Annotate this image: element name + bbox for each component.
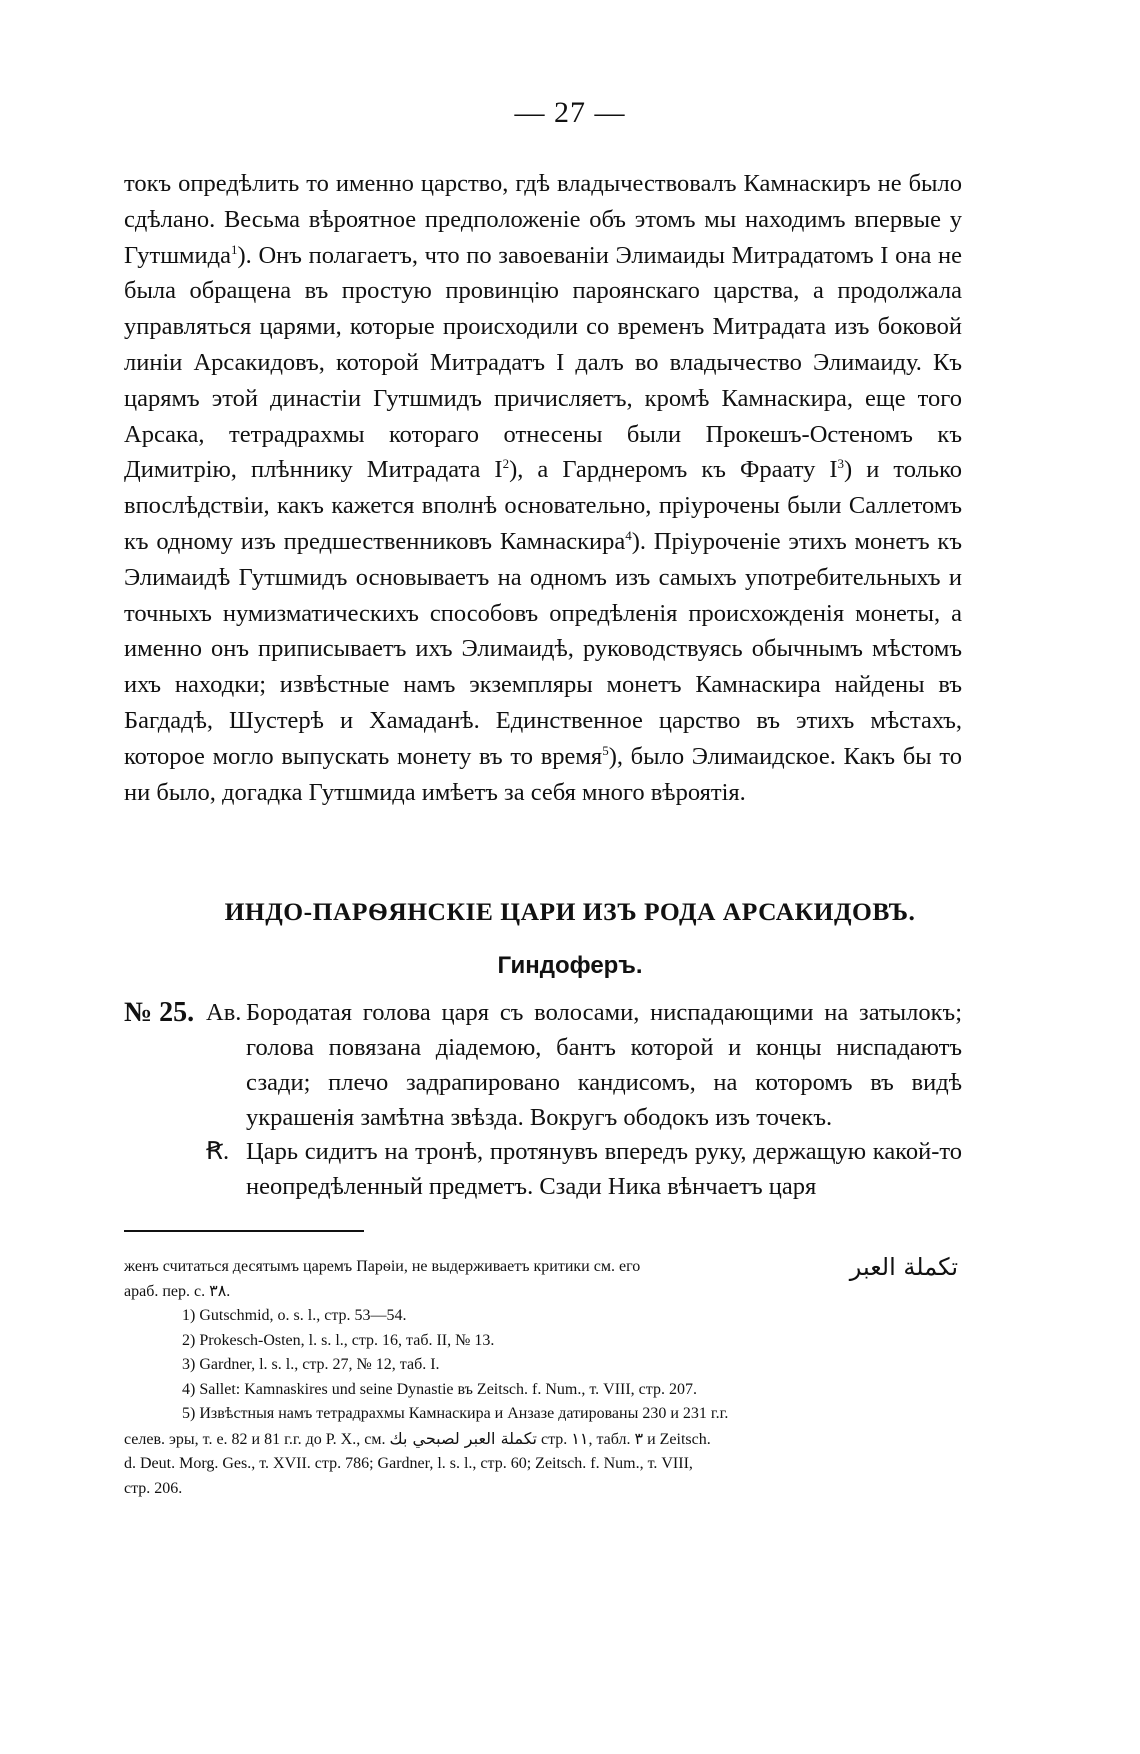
page-number: — 27 — [514,96,626,129]
footnote-text: селев. эры, т. е. 82 и 81 г.г. до Р. Х., см. [124,1430,386,1448]
footnote-ref: 4 [625,527,632,543]
footnote-ref: 3 [837,456,845,472]
footnote-2: 2) Prokesch-Osten, l. s. l., стр. 16, таб. II, № 13. [182,1331,495,1349]
text-run: ), а Гарднеромъ къ Фраату I [509,456,838,484]
footnote-5-line-2 [124,1427,962,1453]
entry-number: № 25. [124,997,195,1028]
footnote-5: 5) Извѣстныя намъ тетрадрахмы Камнаскира и Анзазе датированы 230 и 231 г.г. [182,1405,729,1422]
footnote-5-line-4: стр. 206. [124,1479,183,1497]
main-text [124,166,962,810]
footnote-text: женъ считаться десятымъ царемъ Парѳіи, не выдерживаетъ критики см. его [124,1258,641,1275]
arabic-title: تكملة العبر [849,1253,958,1281]
footnote-4: 4) Sallet: Kamnaskires und seine Dynastie въ Zeitsch. f. Num., т. VIII, стр. 207. [182,1380,697,1398]
text-run: ). Пріуроченіе этихъ монетъ къ Элимаидѣ Гутшмидъ основываетъ на одномъ изъ самыхъ употребительныхъ и точныхъ нумизматическихъ способовъ опредѣленія происхожденія монеты, а именно онъ приписываетъ ихъ Элимаидѣ, руководствуясь обычнымъ мѣстомъ ихъ находки; извѣстные намъ экземпляры монетъ Камнаскира найдены въ Багдадѣ, Шустерѣ и Хамаданѣ. Единственное царство въ этихъ мѣстахъ, которое могло выпускать монету въ то время [124,527,962,770]
text-run: ) и только впослѣдствіи, какъ кажется вполнѣ основательно, пріурочены были Саллетомъ къ одному изъ предшественниковъ Камнаскира [124,456,962,555]
entry-number-spacer [124,1134,206,1204]
footnote-continuation [124,1255,962,1280]
paragraph [124,166,962,810]
coin-entry-obverse [124,995,962,1135]
obverse-description: Бородатая голова царя съ волосами, ниспадающими на затылокъ; голова повязана діадемою, бантъ которой и концы ниспадаютъ сзади; плечо задрапировано кандисомъ, на которомъ въ видѣ украшенія замѣтна звѣзда. Вокругъ ободокъ изъ точекъ. [246,999,962,1131]
text-run: ), было Элимаидское. Какъ бы то ни было, догадка Гутшмида имѣетъ за себя много вѣроятія. [124,742,962,806]
footnote-3: 3) Gardner, l. s. l., стр. 27, № 12, таб. I. [182,1356,440,1373]
arabic-title: تكملة العبر لصبحي بك [389,1428,537,1448]
footnotes [124,1255,962,1501]
footnote-1: 1) Gutschmid, o. s. l., стр. 53—54. [182,1307,407,1324]
reverse-label: Ꞧ. [206,1138,230,1165]
footnote-ref: 1 [231,241,238,257]
section-title: ИНДО-ПАРѲЯНСКІЕ ЦАРИ ИЗЪ РОДА АРСАКИДОВЪ. [224,897,916,926]
footnote-text: стр. ١١, табл. ٣ и Zeitsch. [541,1430,711,1448]
obverse-label: Ав. [206,999,242,1026]
text-run: ). Онъ полагаетъ, что по завоеваніи Элимаиды Митрадатомъ I она не была обращена въ простую провинцію пароянскаго царства, а продолжала управляться царями, которые происходили со временъ Митрадата изъ боковой линіи Арсакидовъ, которой Митрадатъ I далъ во владычество Элимаиду. Къ царямъ этой династіи Гутшмидъ причисляетъ, кромѣ Камнаскира, еще того Арсака, тетрадрахмы котораго отнесены были Прокешъ-Остеномъ къ Димитрію, плѣннику Митрадата I [124,241,962,484]
footnote-ref: 5 [602,742,609,758]
footnote-ref: 2 [502,456,510,472]
footnote-continuation-line: араб. пер. с. ٣٨. [124,1282,231,1300]
text-run: токъ опредѣлить то именно царство, гдѣ владычествовалъ Камнаскиръ не было сдѣлано. Весьма вѣроятное предположеніе объ этомъ мы находимъ впервые у Гутшмида [124,170,962,269]
ruler-name: Гиндоферъ. [497,952,643,979]
coin-entry-reverse [124,1134,962,1204]
footnote-5-line-3: d. Deut. Morg. Ges., т. XVII. стр. 786; Gardner, l. s. l., стр. 60; Zeitsch. f. Num., т. VIII, [124,1455,693,1472]
footnote-divider [124,1230,364,1232]
reverse-description: Царь сидитъ на тронѣ, протянувъ впередъ руку, держащую какой-то неопредѣленный предметъ. Сзади Ника вѣнчаетъ царя [246,1138,962,1200]
